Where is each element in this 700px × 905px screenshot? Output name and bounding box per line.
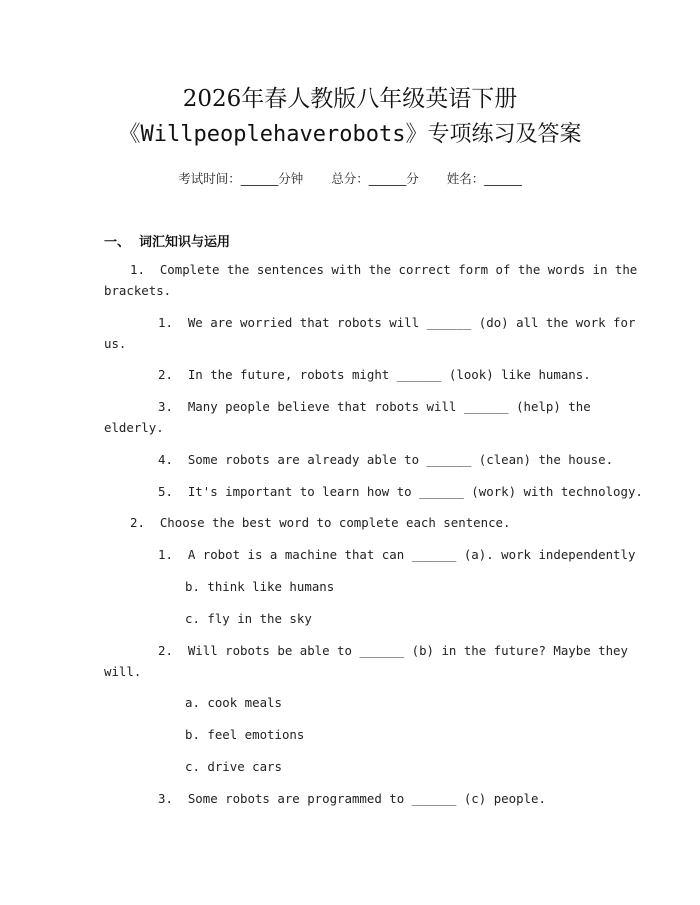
q2-option: b. think like humans <box>185 579 335 594</box>
question-1-prompt-cont: brackets. <box>104 283 172 298</box>
q1-item: 1. We are worried that robots will ______ (do) all the work for <box>158 315 636 330</box>
q1-item: 3. Many people believe that robots will ______ (help) the <box>158 399 591 414</box>
document-subtitle: 《Willpeoplehaverobots》专项练习及答案 <box>118 122 582 147</box>
q1-item: 4. Some robots are already able to ______ (clean) the house. <box>158 452 614 467</box>
section-heading: 一、 词汇知识与运用 <box>104 235 231 250</box>
student-name: 姓名：______ <box>446 171 522 186</box>
q2-item: 1. A robot is a machine that can ______ (a). work independently <box>158 547 636 562</box>
q2-option: c. drive cars <box>185 759 282 774</box>
exam-info <box>0 169 700 187</box>
q1-item: 5. It's important to learn how to ______ (work) with technology. <box>158 484 643 499</box>
q2-item: 3. Some robots are programmed to ______ (c) people. <box>158 791 546 806</box>
exam-time: 考试时间：______分钟 <box>178 171 304 186</box>
q1-item: 2. In the future, robots might ______ (look) like humans. <box>158 367 591 382</box>
q2-option: b. feel emotions <box>185 727 305 742</box>
q1-item-cont: elderly. <box>104 420 164 435</box>
q1-item-cont: us. <box>104 336 127 351</box>
q2-item: 2. Will robots be able to ______ (b) in the future? Maybe they <box>158 643 628 658</box>
question-1-prompt: 1. Complete the sentences with the correct form of the words in the <box>130 262 638 277</box>
q2-option: c. fly in the sky <box>185 611 312 626</box>
q2-option: a. cook meals <box>185 695 282 710</box>
document-title: 2026年春人教版八年级英语下册 <box>182 86 518 112</box>
question-2-prompt: 2. Choose the best word to complete each sentence. <box>130 515 511 530</box>
q2-item-cont: will. <box>104 664 142 679</box>
total-score: 总分：______分 <box>331 171 419 186</box>
